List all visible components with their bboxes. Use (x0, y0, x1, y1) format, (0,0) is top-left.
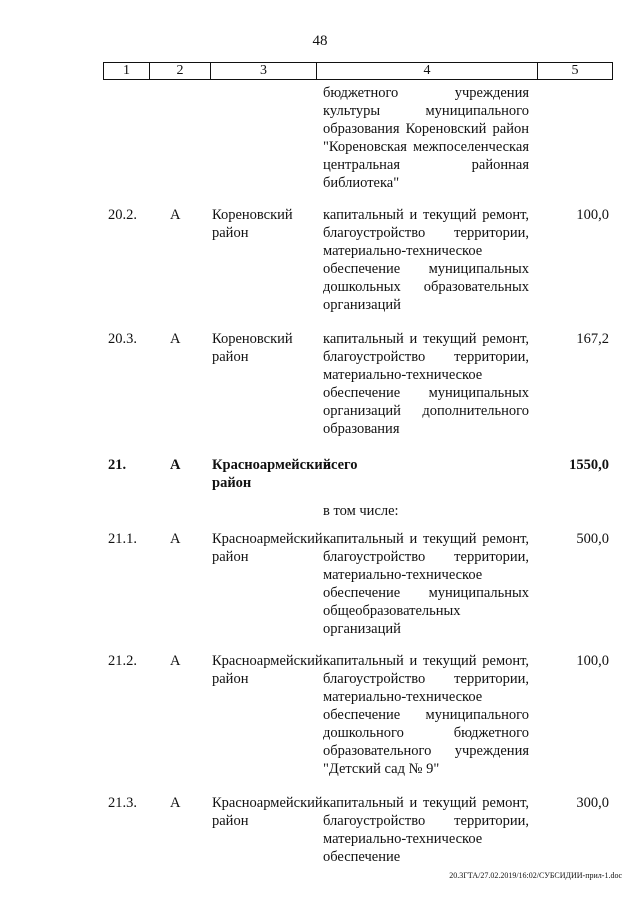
row-amount: 1550,0 (569, 457, 609, 473)
row-amount: 300,0 (576, 795, 609, 811)
row-code: А (170, 795, 181, 811)
row-number: 21.2. (108, 653, 137, 669)
row-description: капитальный и текущий ремонт, благоустройство территории, материально-техническое обеспечение муниципальных организаций дополнительного образования (323, 331, 529, 437)
table-header-row (103, 62, 613, 80)
row-description: капитальный и текущий ремонт, благоустройство территории, материально-техническое обеспечение муниципального дошкольного бюджетного образовательного учреждения "Детский сад № 9" (323, 653, 529, 777)
row-municipality: Красноармейский район (212, 795, 323, 829)
row-municipality: Кореновский район (212, 207, 293, 241)
row-code: А (170, 331, 181, 347)
row-code: А (170, 457, 181, 473)
row-number: 21.3. (108, 795, 137, 811)
row-number: 21. (108, 457, 127, 473)
row-municipality: Кореновский район (212, 331, 293, 365)
row-municipality: Красноармейский район (212, 531, 323, 565)
column-number-2: 2 (150, 63, 211, 79)
row-code: А (170, 653, 181, 669)
row-number: 20.3. (108, 331, 137, 347)
column-number-5: 5 (571, 63, 579, 78)
column-number-1: 1 (104, 63, 150, 79)
row-amount: 167,2 (576, 331, 609, 347)
row-code: А (170, 531, 181, 547)
column-number-4: 4 (317, 63, 538, 79)
row-description: в том числе: (323, 503, 399, 519)
row-description: капитальный и текущий ремонт, благоустройство территории, материально-техническое обеспечение (323, 795, 529, 865)
row-number: 20.2. (108, 207, 137, 223)
row-amount: 100,0 (576, 653, 609, 669)
row-description: капитальный и текущий ремонт, благоустройство территории, материально-техническое обеспечение муниципальных дошкольных образовательных организаций (323, 207, 529, 313)
row-description: бюджетного учреждения культуры муниципального образования Кореновский район "Кореновская межпоселенческая центральная районная библиотека" (323, 85, 529, 191)
row-description: всего (323, 457, 358, 473)
row-municipality: Красноармейский район (212, 653, 323, 687)
row-code: А (170, 207, 181, 223)
row-municipality: Красноармейский район (212, 457, 332, 491)
row-amount: 100,0 (576, 207, 609, 223)
column-number-3: 3 (211, 63, 317, 79)
row-amount: 500,0 (576, 531, 609, 547)
page-number: 48 (312, 33, 328, 49)
row-number: 21.1. (108, 531, 137, 547)
row-description: капитальный и текущий ремонт, благоустройство территории, материально-техническое обеспечение муниципальных общеобразовательных организаций (323, 531, 529, 637)
document-footer: 20.3ГТА/27.02.2019/16:02/СУБСИДИИ-прил-1.doc (449, 871, 622, 880)
